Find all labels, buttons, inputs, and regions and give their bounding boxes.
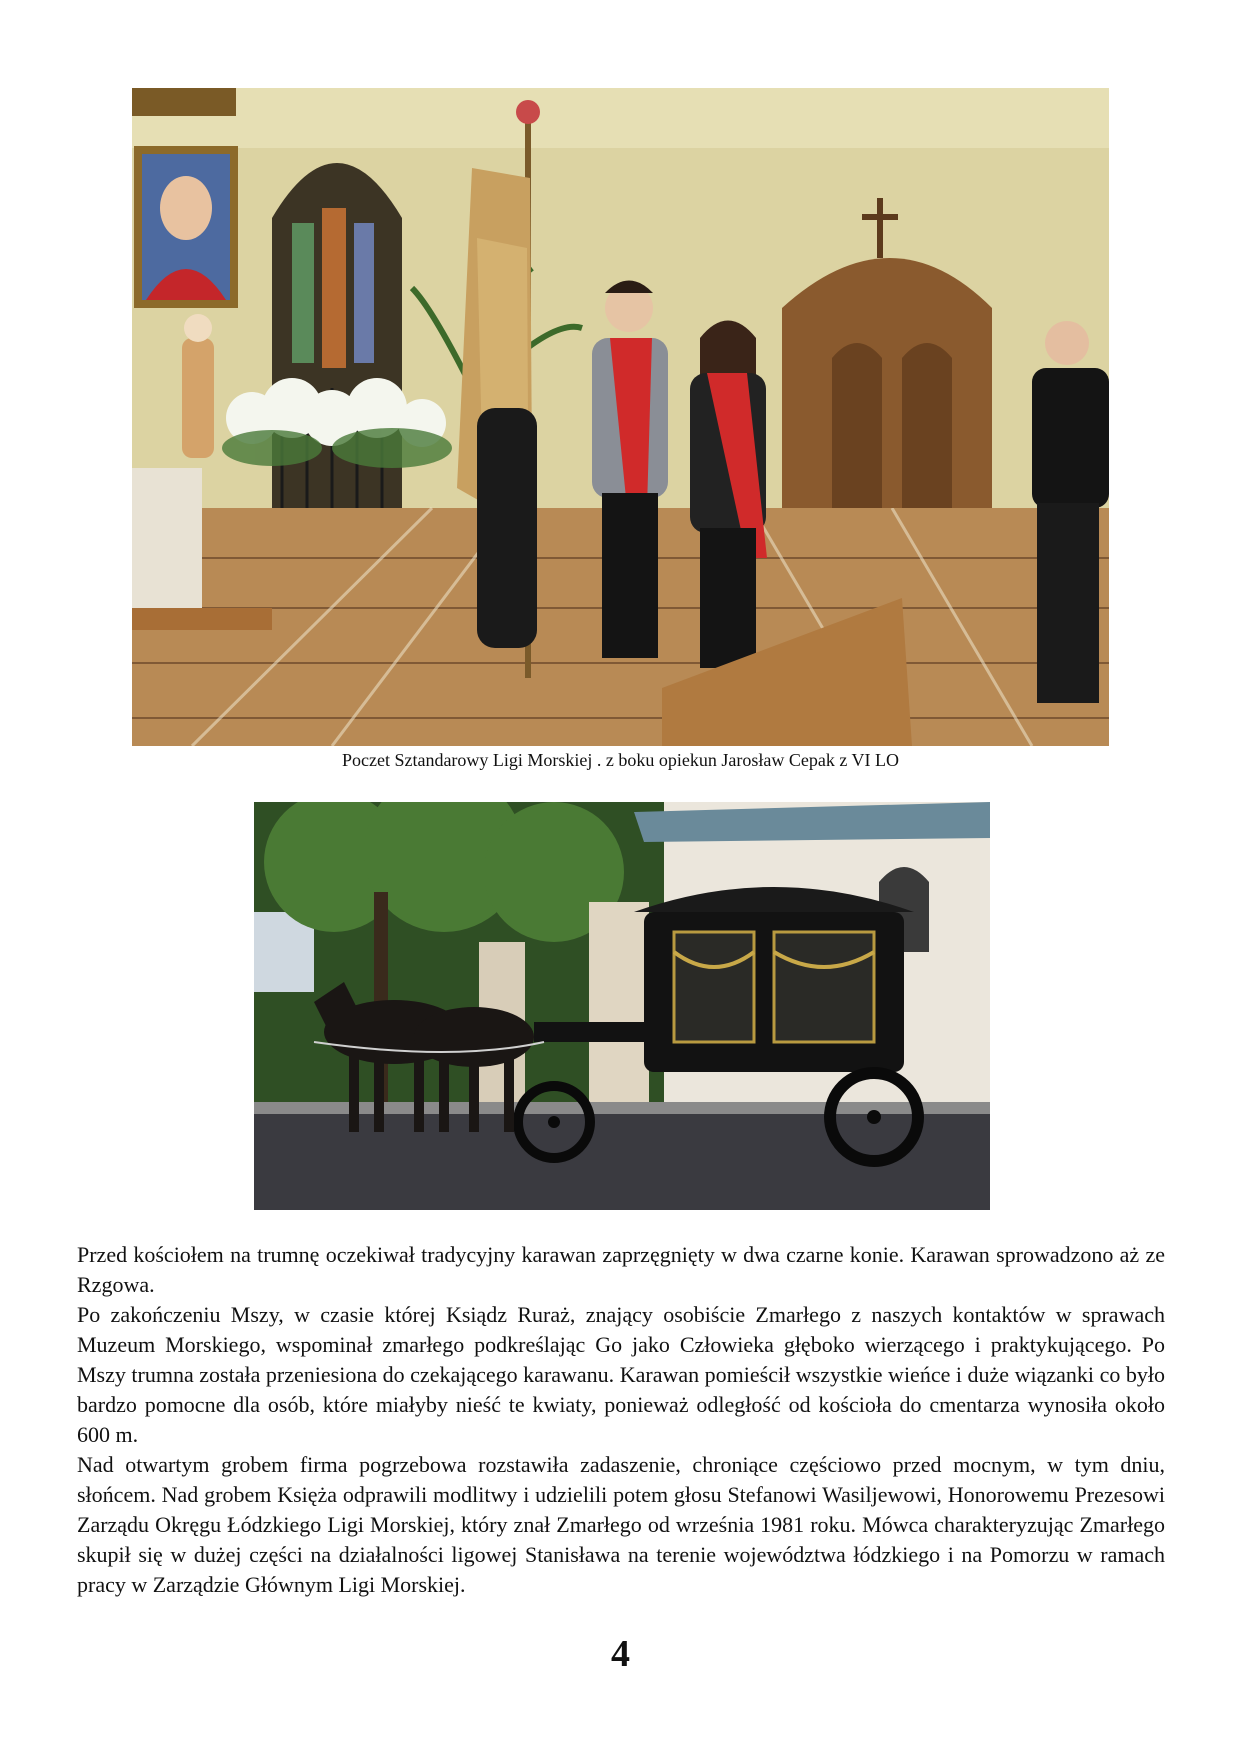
- photo-caption: Poczet Sztandarowy Ligi Morskiej . z boku opiekun Jarosław Cepak z VI LO: [341, 750, 900, 770]
- paragraph: Nad otwartym grobem firma pogrzebowa rozstawiła zadaszenie, chroniące częściowo przed mocnym, w tym dniu, słońcem. Nad grobem Księża odprawili modlitwy i udzielili potem głosu Stefanowi Wasiljewowi, Honorowemu Prezesowi Zarządu Okręgu Łódzkiego Ligi Morskiej, który znał Zmarłego od września 1981 roku. Mówca charakteryzując Zmarłego skupił się w dużej części na działalności ligowej Stanisława na terenie województwa łódzkiego i na Pomorzu w ramach pracy w Zarządzie Głównym Ligi Morskiej.: [77, 1452, 1165, 1597]
- article-body: [77, 1240, 1165, 1600]
- paragraph: Przed kościołem na trumnę oczekiwał tradycyjny karawan zaprzęgnięty w dwa czarne konie. Karawan sprowadzono aż ze Rzgowa.: [77, 1242, 1165, 1297]
- church-interior-photo: [132, 88, 1109, 746]
- paragraph: Po zakończeniu Mszy, w czasie której Ksiądz Ruraż, znający osobiście Zmarłego z naszych kontaktów w sprawach Muzeum Morskiego, wspominał zmarłego podkreślając Go jako Człowieka głęboko wierzącego i praktykującego. Po Mszy trumna została przeniesiona do czekającego karawanu. Karawan pomieścił wszystkie wieńce i duże wiązanki co było bardzo pomocne dla osób, które miałyby nieść te kwiaty, ponieważ odległość od kościoła do cmentarza wynosiła około 600 m.: [77, 1302, 1165, 1447]
- page-number: 4: [611, 1633, 630, 1675]
- hearse-carriage-photo: [254, 802, 990, 1210]
